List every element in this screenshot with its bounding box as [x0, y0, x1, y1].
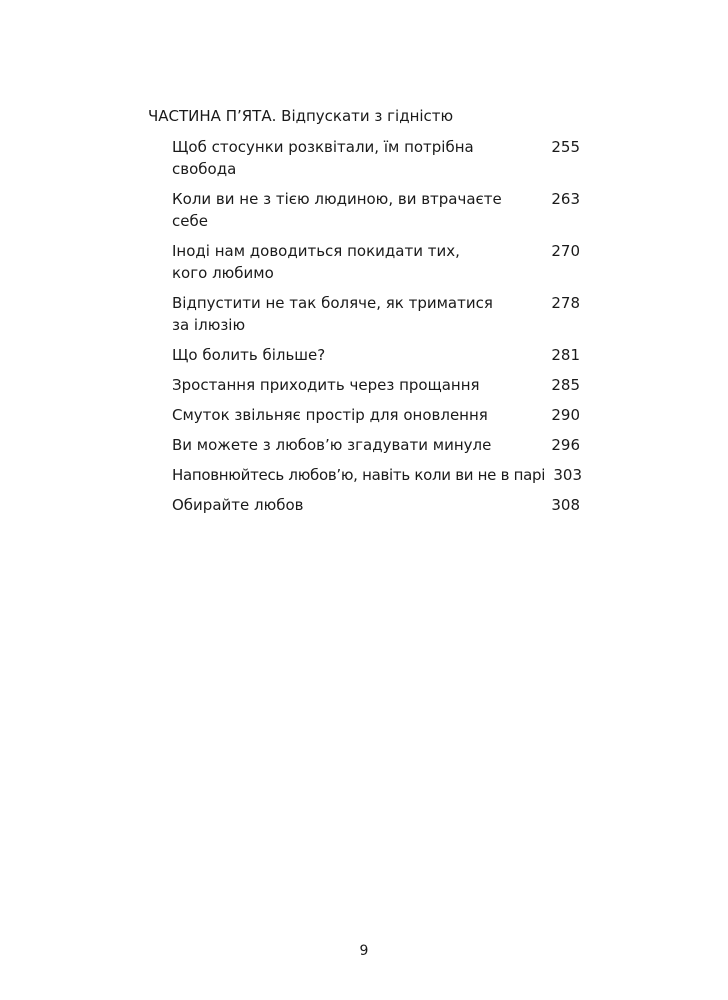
toc-entry-title: Відпустити не так боляче, як триматися за ілюзію: [172, 294, 493, 334]
toc-entry: [172, 188, 580, 232]
toc-entry-title: Іноді нам доводиться покидати тих, кого любимо: [172, 242, 460, 282]
toc-entry: [172, 374, 580, 396]
toc-entry: [172, 404, 580, 426]
toc-entry-title: Обирайте любов: [172, 496, 304, 514]
part-heading: [148, 106, 453, 126]
page-number: 9: [359, 943, 369, 959]
toc-entry: [172, 344, 580, 366]
part-label: ЧАСТИНА П’ЯТА.: [148, 107, 277, 125]
toc-entry-page: 296: [551, 436, 580, 454]
toc-entry-page: 255: [551, 138, 580, 156]
toc-entry-title: Щоб стосунки розквітали, їм потрібна свобода: [172, 138, 474, 178]
toc-entry-page: 303: [553, 466, 582, 484]
toc-entry-page: 270: [551, 242, 580, 260]
toc-entry: [172, 240, 580, 284]
toc-entry: [172, 292, 580, 336]
toc-entry: [172, 434, 580, 456]
toc-entry: [172, 136, 580, 180]
part-title: Відпускати з гідністю: [281, 107, 454, 125]
toc-entry: [172, 494, 580, 516]
table-of-contents: [172, 136, 580, 524]
toc-entry-page: 290: [551, 406, 580, 424]
toc-entry-title: Що болить більше?: [172, 346, 326, 364]
toc-entry-page: 263: [551, 190, 580, 208]
toc-entry-page: 308: [551, 496, 580, 514]
toc-entry-title: Зростання приходить через прощання: [172, 376, 480, 394]
toc-entry-title: Ви можете з любов’ю згадувати минуле: [172, 436, 492, 454]
toc-entry-page: 281: [551, 346, 580, 364]
toc-entry-title: Смуток звільняє простір для оновлення: [172, 406, 488, 424]
toc-entry-page: 278: [551, 294, 580, 312]
toc-entry-title: Коли ви не з тією людиною, ви втрачаєте себе: [172, 190, 502, 230]
toc-entry-title: Наповнюйтесь любов’ю, навіть коли ви не в парі: [172, 466, 546, 484]
toc-entry-page: 285: [551, 376, 580, 394]
toc-entry: [172, 464, 580, 486]
